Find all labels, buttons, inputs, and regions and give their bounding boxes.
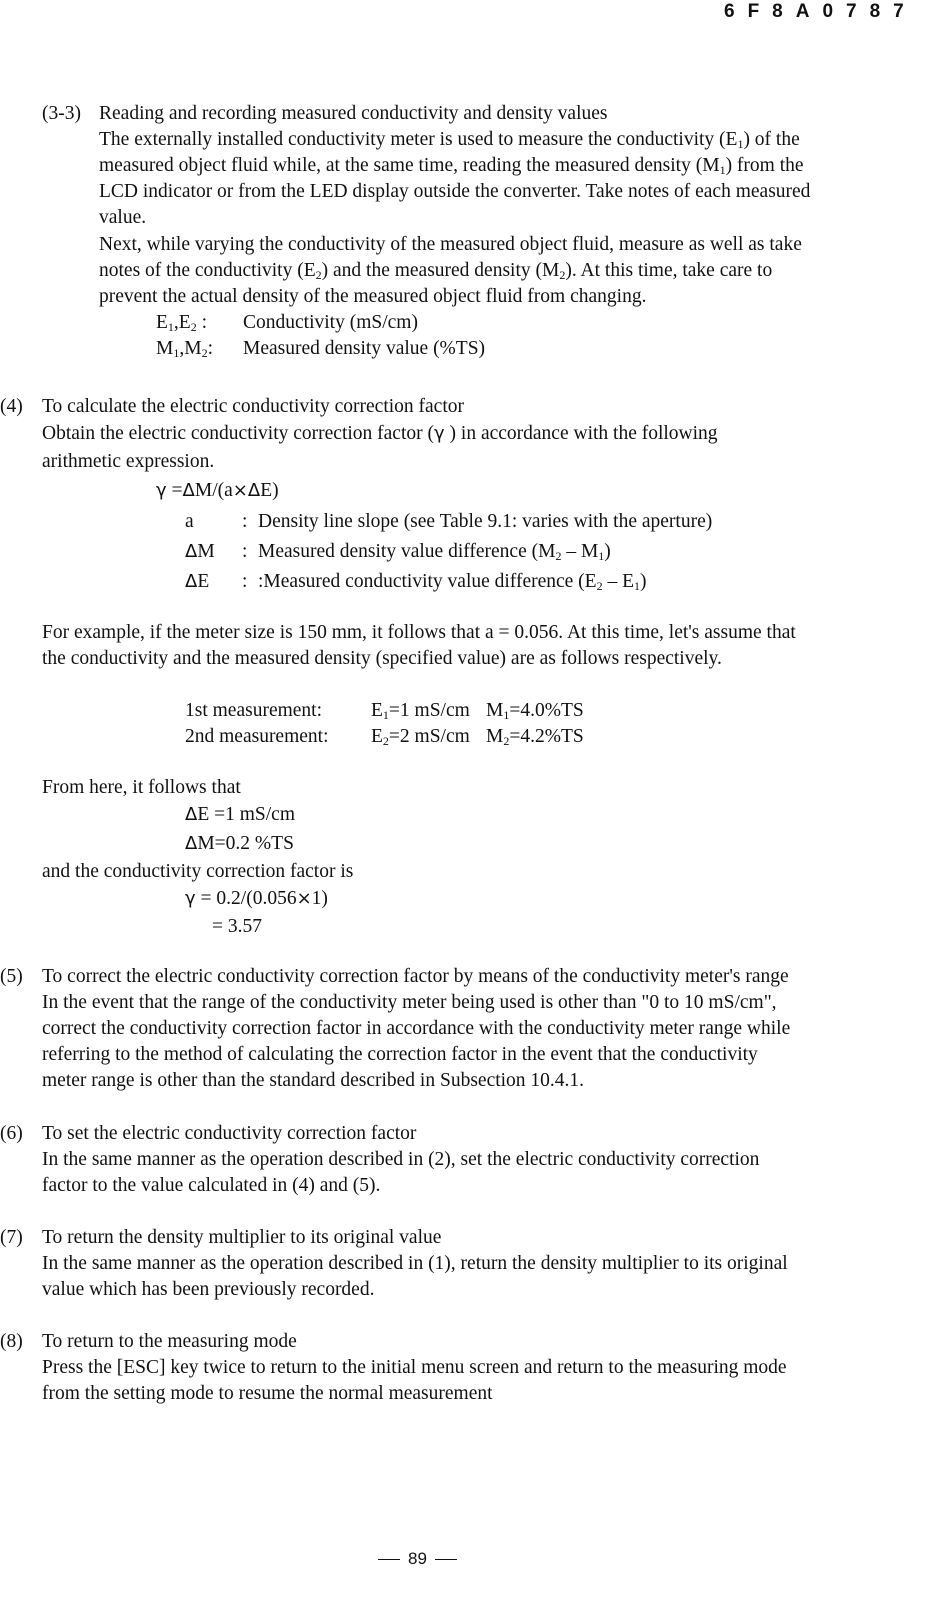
section-3-3-number: (3-3)	[42, 103, 81, 124]
section-4-title: To calculate the electric conductivity correction factor	[42, 396, 465, 417]
variable-colon: :	[242, 511, 248, 532]
measurement-m: $M_1=4.0\%TS$	[486, 700, 584, 722]
section-8-title: To return to the measuring mode	[42, 1331, 297, 1352]
section-7-number: (7)	[0, 1227, 23, 1248]
measurement-e: $E_1=1$ mS/cm	[371, 700, 470, 722]
measurement-label: 1st measurement:	[185, 700, 323, 721]
section-6-line: factor to the value calculated in (4) and (5).	[42, 1175, 381, 1196]
section-3-3-line: LCD indicator or from the LED display outside the converter. Take notes of each measured	[99, 181, 811, 202]
section-5-number: (5)	[0, 966, 23, 987]
section-4-line: arithmetic expression.	[42, 451, 215, 472]
section-7-line: In the same manner as the operation described in (1), return the density multiplier to its original	[42, 1253, 788, 1274]
gamma-calculation: γ = 0.2/(0.056×1)	[185, 888, 328, 909]
page-number	[370, 1550, 465, 1567]
variable-symbol: a	[185, 511, 194, 532]
section-6-line: In the same manner as the operation described in (2), set the electric conductivity correction	[42, 1149, 760, 1170]
page-number-value: 89	[408, 1549, 427, 1568]
document-id: 6F8A0787	[724, 1, 917, 22]
section-3-3-line: Next, while varying the conductivity of the measured object fluid, measure as well as take	[99, 234, 802, 255]
example-line: For example, if the meter size is 150 mm, it follows that a = 0.056. At this time, let's assume that	[42, 622, 796, 643]
section-8-line: from the setting mode to resume the normal measurement	[42, 1383, 493, 1404]
variable-desc: Density line slope (see Table 9.1: varies with the aperture)	[258, 511, 713, 532]
definition-term: $E_1,E_2$ :	[156, 312, 208, 334]
section-5-line: meter range is other than the standard described in Subsection 10.4.1.	[42, 1070, 585, 1091]
section-5-line: In the event that the range of the conductivity meter being used is other than "0 to 10 mS/cm",	[42, 992, 777, 1013]
section-3-3-line: value.	[99, 207, 147, 228]
measurement-m: $M_2=4.2\%TS$	[486, 726, 584, 748]
section-3-3-line: The externally installed conductivity meter is used to measure the conductivity $(E_1)$ of the	[99, 129, 800, 151]
section-3-3-title: Reading and recording measured conductivity and density values	[99, 103, 608, 124]
and-factor-text: and the conductivity correction factor is	[42, 861, 354, 882]
variable-colon: :	[242, 571, 248, 592]
gamma-result: = 3.57	[212, 916, 262, 937]
section-7-title: To return the density multiplier to its original value	[42, 1227, 442, 1248]
delta-e-value: ΔE =1 mS/cm	[185, 804, 295, 825]
example-line: the conductivity and the measured density (specified value) are as follows respectively.	[42, 648, 722, 669]
section-8-line: Press the [ESC] key twice to return to the initial menu screen and return to the measuring mode	[42, 1357, 787, 1378]
section-6-title: To set the electric conductivity correction factor	[42, 1123, 417, 1144]
variable-colon: :	[242, 541, 248, 562]
section-5-title: To correct the electric conductivity correction factor by means of the conductivity meter's range	[42, 966, 789, 987]
section-3-3-line: measured object fluid while, at the same time, reading the measured density $(M_1)$ from the	[99, 155, 804, 177]
page-number-right-dash	[435, 1559, 457, 1560]
variable-desc: Measured density value difference $(M_2 - M_1)$	[258, 541, 611, 563]
page-number-left-dash	[378, 1559, 400, 1560]
section-7-line: value which has been previously recorded.	[42, 1279, 375, 1300]
delta-m-value: ΔM=0.2 %TS	[185, 833, 294, 854]
section-8-number: (8)	[0, 1331, 23, 1352]
measurement-label: 2nd measurement:	[185, 726, 329, 747]
section-5-line: referring to the method of calculating the correction factor in the event that the conductivity	[42, 1044, 758, 1065]
section-5-line: correct the conductivity correction factor in accordance with the conductivity meter range while	[42, 1018, 791, 1039]
section-3-3-line: prevent the actual density of the measured object fluid from changing.	[99, 286, 647, 307]
definition-term: $M_1,M_2$:	[156, 338, 213, 360]
from-here-text: From here, it follows that	[42, 777, 241, 798]
variable-symbol: ΔM	[185, 541, 215, 562]
variable-desc: :Measured conductivity value difference $(E_2 - E_1)$	[258, 571, 647, 593]
definition-desc: Measured density value (%TS)	[243, 338, 486, 359]
section-4-number: (4)	[0, 396, 23, 417]
section-6-number: (6)	[0, 1123, 23, 1144]
definition-desc: Conductivity (mS/cm)	[243, 312, 418, 333]
measurement-e: $E_2=2$ mS/cm	[371, 726, 470, 748]
section-4-line: Obtain the electric conductivity correction factor (γ ) in accordance with the following	[42, 423, 718, 444]
formula: γ =ΔM/(a×ΔE)	[156, 480, 279, 501]
variable-symbol: ΔE	[185, 571, 210, 592]
section-3-3-line: notes of the conductivity $(E_2)$ and the measured density $(M_2)$. At this time, take care to	[99, 260, 773, 282]
